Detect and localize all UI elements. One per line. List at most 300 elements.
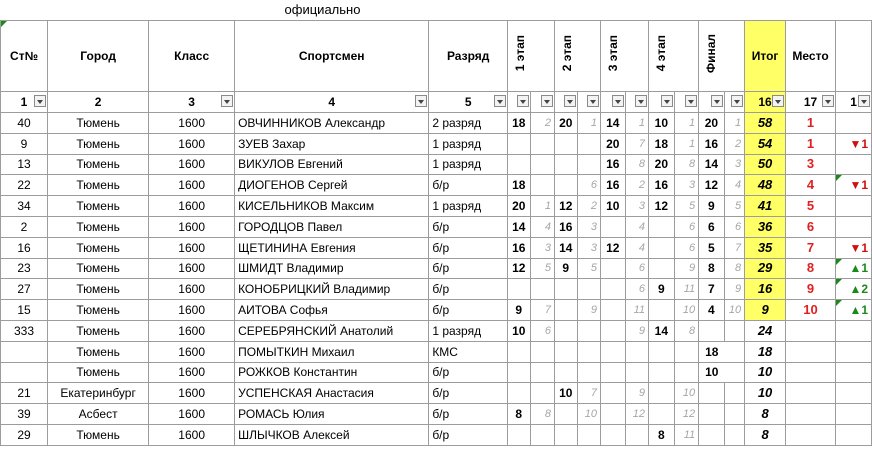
rank-cell[interactable]: б/р — [429, 404, 508, 425]
final-place-cell[interactable] — [724, 320, 744, 341]
athlete-cell[interactable]: ДИОГЕНОВ Сергей — [235, 175, 429, 196]
athlete-cell[interactable]: ГОРОДЦОВ Павел — [235, 216, 429, 237]
athlete-cell[interactable]: КИСЕЛЬНИКОВ Максим — [235, 196, 429, 217]
filter-dropdown-icon[interactable] — [661, 95, 673, 107]
stage4-place-cell[interactable]: 9 — [674, 258, 699, 279]
athlete-cell[interactable]: СЕРЕБРЯНСКИЙ Анатолий — [235, 320, 429, 341]
total-cell[interactable]: 9 — [745, 300, 786, 321]
filter-dropdown-icon[interactable] — [858, 95, 870, 107]
rank-cell[interactable]: 1 разряд — [429, 133, 508, 154]
filter-cell[interactable] — [530, 92, 555, 113]
athlete-cell[interactable]: РОМАСЬ Юлия — [235, 404, 429, 425]
place-change-cell[interactable] — [836, 424, 872, 445]
athlete-cell[interactable]: АИТОВА Софья — [235, 300, 429, 321]
stage2-place-cell[interactable]: 7 — [577, 383, 601, 404]
final-place-cell[interactable] — [724, 383, 744, 404]
stage1-points-cell[interactable]: 18 — [508, 113, 530, 134]
stage4-points-cell[interactable] — [649, 216, 675, 237]
start-number-cell[interactable] — [1, 362, 48, 383]
city-cell[interactable]: Тюмень — [48, 300, 149, 321]
rank-cell[interactable]: б/р — [429, 258, 508, 279]
stage1-place-cell[interactable]: 8 — [530, 404, 555, 425]
class-cell[interactable]: 1600 — [149, 133, 235, 154]
final-place-cell[interactable] — [724, 424, 744, 445]
filter-dropdown-icon[interactable] — [494, 95, 506, 107]
filter-cell[interactable]: 4 — [235, 92, 429, 113]
class-cell[interactable]: 1600 — [149, 424, 235, 445]
stage4-place-cell[interactable]: 8 — [674, 154, 699, 175]
filter-cell[interactable] — [724, 92, 744, 113]
place-change-cell[interactable]: ▲2 — [836, 279, 872, 300]
final-points-cell[interactable]: 18 — [699, 341, 745, 362]
stage2-place-cell[interactable] — [577, 424, 601, 445]
stage4-points-cell[interactable] — [649, 383, 675, 404]
stage2-place-cell[interactable]: 10 — [577, 404, 601, 425]
final-place-cell[interactable]: 4 — [724, 175, 744, 196]
rank-cell[interactable]: 1 разряд — [429, 320, 508, 341]
rank-cell[interactable]: б/р — [429, 424, 508, 445]
stage4-points-cell[interactable]: 10 — [649, 113, 675, 134]
stage3-place-cell[interactable]: 6 — [625, 258, 649, 279]
stage1-points-cell[interactable] — [508, 279, 530, 300]
filter-cell[interactable]: 1 — [836, 92, 872, 113]
city-cell[interactable]: Тюмень — [48, 279, 149, 300]
stage2-points-cell[interactable] — [555, 320, 577, 341]
place-change-cell[interactable] — [836, 113, 872, 134]
place-cell[interactable]: 7 — [786, 237, 836, 258]
stage2-place-cell[interactable] — [577, 362, 601, 383]
final-points-cell[interactable]: 12 — [699, 175, 725, 196]
stage4-points-cell[interactable] — [649, 362, 675, 383]
filter-dropdown-icon[interactable] — [612, 95, 624, 107]
class-cell[interactable]: 1600 — [149, 341, 235, 362]
place-cell[interactable]: 3 — [786, 154, 836, 175]
filter-dropdown-icon[interactable] — [221, 95, 233, 107]
city-cell[interactable]: Тюмень — [48, 237, 149, 258]
rank-cell[interactable]: б/р — [429, 175, 508, 196]
total-cell[interactable]: 50 — [745, 154, 786, 175]
stage3-place-cell[interactable] — [625, 362, 649, 383]
stage2-place-cell[interactable] — [577, 133, 601, 154]
stage1-points-cell[interactable]: 10 — [508, 320, 530, 341]
stage1-place-cell[interactable]: 4 — [530, 216, 555, 237]
stage2-points-cell[interactable]: 14 — [555, 237, 577, 258]
total-cell[interactable]: 18 — [745, 341, 786, 362]
total-cell[interactable]: 8 — [745, 424, 786, 445]
stage1-points-cell[interactable]: 16 — [508, 237, 530, 258]
stage2-place-cell[interactable]: 3 — [577, 216, 601, 237]
start-number-cell[interactable]: 9 — [1, 133, 48, 154]
stage4-place-cell[interactable]: 3 — [674, 175, 699, 196]
final-place-cell[interactable]: 10 — [724, 300, 744, 321]
start-number-cell[interactable]: 13 — [1, 154, 48, 175]
filter-dropdown-icon[interactable] — [635, 95, 647, 107]
start-number-cell[interactable]: 40 — [1, 113, 48, 134]
stage1-place-cell[interactable]: 5 — [530, 258, 555, 279]
stage4-place-cell[interactable]: 10 — [674, 383, 699, 404]
final-place-cell[interactable]: 6 — [724, 216, 744, 237]
stage3-place-cell[interactable]: 2 — [625, 175, 649, 196]
stage1-points-cell[interactable] — [508, 341, 530, 362]
class-cell[interactable]: 1600 — [149, 300, 235, 321]
stage2-points-cell[interactable]: 20 — [555, 113, 577, 134]
class-cell[interactable]: 1600 — [149, 258, 235, 279]
athlete-cell[interactable]: ШЛЫЧКОВ Алексей — [235, 424, 429, 445]
city-cell[interactable]: Тюмень — [48, 133, 149, 154]
stage2-points-cell[interactable] — [555, 424, 577, 445]
final-place-cell[interactable]: 1 — [724, 113, 744, 134]
place-cell[interactable]: 1 — [786, 113, 836, 134]
filter-cell[interactable] — [625, 92, 649, 113]
class-cell[interactable]: 1600 — [149, 113, 235, 134]
final-points-cell[interactable]: 8 — [699, 258, 725, 279]
place-cell[interactable] — [786, 341, 836, 362]
stage2-place-cell[interactable]: 6 — [577, 175, 601, 196]
city-cell[interactable]: Тюмень — [48, 113, 149, 134]
place-cell[interactable] — [786, 383, 836, 404]
rank-cell[interactable]: 1 разряд — [429, 196, 508, 217]
class-cell[interactable]: 1600 — [149, 404, 235, 425]
stage1-place-cell[interactable] — [530, 133, 555, 154]
class-cell[interactable]: 1600 — [149, 154, 235, 175]
total-cell[interactable]: 58 — [745, 113, 786, 134]
filter-cell[interactable] — [508, 92, 530, 113]
stage4-points-cell[interactable]: 20 — [649, 154, 675, 175]
stage4-points-cell[interactable]: 14 — [649, 320, 675, 341]
stage1-place-cell[interactable] — [530, 341, 555, 362]
stage2-place-cell[interactable]: 3 — [577, 237, 601, 258]
filter-dropdown-icon[interactable] — [587, 95, 599, 107]
filter-dropdown-icon[interactable] — [564, 95, 576, 107]
stage1-place-cell[interactable]: 1 — [530, 196, 555, 217]
stage3-points-cell[interactable] — [601, 300, 626, 321]
rank-cell[interactable]: б/р — [429, 362, 508, 383]
stage3-points-cell[interactable]: 14 — [601, 113, 626, 134]
place-cell[interactable]: 4 — [786, 175, 836, 196]
start-number-cell[interactable]: 22 — [1, 175, 48, 196]
final-points-cell[interactable] — [699, 424, 725, 445]
stage2-place-cell[interactable]: 5 — [577, 258, 601, 279]
class-cell[interactable]: 1600 — [149, 362, 235, 383]
stage2-points-cell[interactable] — [555, 404, 577, 425]
start-number-cell[interactable] — [1, 341, 48, 362]
stage2-points-cell[interactable] — [555, 175, 577, 196]
filter-cell[interactable]: 3 — [149, 92, 235, 113]
place-cell[interactable]: 8 — [786, 258, 836, 279]
stage2-place-cell[interactable] — [577, 320, 601, 341]
place-change-cell[interactable]: ▼1 — [836, 133, 872, 154]
stage3-points-cell[interactable] — [601, 362, 626, 383]
athlete-cell[interactable]: РОЖКОВ Константин — [235, 362, 429, 383]
class-cell[interactable]: 1600 — [149, 196, 235, 217]
place-cell[interactable] — [786, 424, 836, 445]
start-number-cell[interactable]: 27 — [1, 279, 48, 300]
place-change-cell[interactable] — [836, 154, 872, 175]
stage4-points-cell[interactable]: 9 — [649, 279, 675, 300]
stage3-points-cell[interactable] — [601, 320, 626, 341]
filter-cell[interactable] — [601, 92, 626, 113]
stage1-place-cell[interactable] — [530, 279, 555, 300]
athlete-cell[interactable]: ЩЕТИНИНА Евгения — [235, 237, 429, 258]
final-points-cell[interactable]: 6 — [699, 216, 725, 237]
start-number-cell[interactable]: 16 — [1, 237, 48, 258]
stage4-place-cell[interactable] — [674, 362, 699, 383]
total-cell[interactable]: 48 — [745, 175, 786, 196]
total-cell[interactable]: 54 — [745, 133, 786, 154]
final-points-cell[interactable]: 10 — [699, 362, 745, 383]
filter-cell[interactable] — [649, 92, 675, 113]
stage1-place-cell[interactable] — [530, 154, 555, 175]
start-number-cell[interactable]: 2 — [1, 216, 48, 237]
stage4-place-cell[interactable]: 1 — [674, 113, 699, 134]
stage2-place-cell[interactable] — [577, 279, 601, 300]
stage3-points-cell[interactable] — [601, 424, 626, 445]
stage2-place-cell[interactable]: 2 — [577, 196, 601, 217]
filter-dropdown-icon[interactable] — [415, 95, 427, 107]
stage3-points-cell[interactable]: 12 — [601, 237, 626, 258]
final-points-cell[interactable]: 16 — [699, 133, 725, 154]
place-change-cell[interactable]: ▼1 — [836, 237, 872, 258]
stage1-points-cell[interactable] — [508, 133, 530, 154]
stage3-points-cell[interactable] — [601, 216, 626, 237]
stage1-points-cell[interactable]: 14 — [508, 216, 530, 237]
filter-dropdown-icon[interactable] — [517, 95, 529, 107]
place-change-cell[interactable] — [836, 362, 872, 383]
class-cell[interactable]: 1600 — [149, 216, 235, 237]
athlete-cell[interactable]: ВИКУЛОВ Евгений — [235, 154, 429, 175]
start-number-cell[interactable]: 333 — [1, 320, 48, 341]
stage4-points-cell[interactable]: 18 — [649, 133, 675, 154]
filter-dropdown-icon[interactable] — [772, 95, 784, 107]
stage3-place-cell[interactable]: 8 — [625, 154, 649, 175]
start-number-cell[interactable]: 15 — [1, 300, 48, 321]
total-cell[interactable]: 35 — [745, 237, 786, 258]
rank-cell[interactable]: КМС — [429, 341, 508, 362]
stage3-points-cell[interactable]: 10 — [601, 196, 626, 217]
total-cell[interactable]: 10 — [745, 383, 786, 404]
athlete-cell[interactable]: КОНОБРИЦКИЙ Владимир — [235, 279, 429, 300]
filter-cell[interactable]: 2 — [48, 92, 149, 113]
final-points-cell[interactable]: 5 — [699, 237, 725, 258]
final-points-cell[interactable] — [699, 404, 725, 425]
total-cell[interactable]: 8 — [745, 404, 786, 425]
stage3-place-cell[interactable]: 9 — [625, 320, 649, 341]
filter-dropdown-icon[interactable] — [685, 95, 697, 107]
place-change-cell[interactable] — [836, 383, 872, 404]
final-place-cell[interactable]: 5 — [724, 196, 744, 217]
city-cell[interactable]: Тюмень — [48, 216, 149, 237]
stage3-points-cell[interactable]: 20 — [601, 133, 626, 154]
filter-cell[interactable]: 5 — [429, 92, 508, 113]
stage2-points-cell[interactable] — [555, 300, 577, 321]
stage4-place-cell[interactable]: 6 — [674, 237, 699, 258]
rank-cell[interactable]: 1 разряд — [429, 154, 508, 175]
stage4-place-cell[interactable]: 5 — [674, 196, 699, 217]
stage4-points-cell[interactable] — [649, 258, 675, 279]
stage3-place-cell[interactable]: 6 — [625, 279, 649, 300]
stage3-place-cell[interactable]: 11 — [625, 300, 649, 321]
city-cell[interactable]: Тюмень — [48, 424, 149, 445]
stage3-place-cell[interactable]: 12 — [625, 404, 649, 425]
place-change-cell[interactable] — [836, 320, 872, 341]
place-change-cell[interactable] — [836, 216, 872, 237]
place-cell[interactable]: 6 — [786, 216, 836, 237]
stage3-place-cell[interactable]: 7 — [625, 133, 649, 154]
stage1-place-cell[interactable]: 7 — [530, 300, 555, 321]
stage4-place-cell[interactable]: 8 — [674, 320, 699, 341]
stage3-points-cell[interactable]: 16 — [601, 175, 626, 196]
stage4-points-cell[interactable] — [649, 300, 675, 321]
stage4-place-cell[interactable] — [674, 341, 699, 362]
city-cell[interactable]: Тюмень — [48, 320, 149, 341]
stage3-points-cell[interactable] — [601, 341, 626, 362]
place-change-cell[interactable]: ▲1 — [836, 300, 872, 321]
stage3-place-cell[interactable]: 4 — [625, 216, 649, 237]
stage1-points-cell[interactable]: 12 — [508, 258, 530, 279]
class-cell[interactable]: 1600 — [149, 320, 235, 341]
rank-cell[interactable]: б/р — [429, 300, 508, 321]
stage3-place-cell[interactable] — [625, 341, 649, 362]
rank-cell[interactable]: б/р — [429, 237, 508, 258]
filter-dropdown-icon[interactable] — [711, 95, 723, 107]
stage4-place-cell[interactable]: 11 — [674, 424, 699, 445]
filter-dropdown-icon[interactable] — [731, 95, 743, 107]
stage4-place-cell[interactable]: 11 — [674, 279, 699, 300]
start-number-cell[interactable]: 29 — [1, 424, 48, 445]
stage1-place-cell[interactable]: 3 — [530, 237, 555, 258]
final-place-cell[interactable]: 3 — [724, 154, 744, 175]
city-cell[interactable]: Екатеринбург — [48, 383, 149, 404]
place-change-cell[interactable] — [836, 196, 872, 217]
place-change-cell[interactable] — [836, 404, 872, 425]
final-points-cell[interactable]: 9 — [699, 196, 725, 217]
stage3-points-cell[interactable] — [601, 383, 626, 404]
stage3-place-cell[interactable] — [625, 424, 649, 445]
rank-cell[interactable]: б/р — [429, 383, 508, 404]
stage1-points-cell[interactable] — [508, 424, 530, 445]
place-change-cell[interactable] — [836, 341, 872, 362]
stage3-points-cell[interactable] — [601, 258, 626, 279]
start-number-cell[interactable]: 34 — [1, 196, 48, 217]
stage1-points-cell[interactable]: 20 — [508, 196, 530, 217]
stage3-place-cell[interactable]: 9 — [625, 383, 649, 404]
final-points-cell[interactable]: 4 — [699, 300, 725, 321]
filter-cell[interactable] — [577, 92, 601, 113]
stage1-place-cell[interactable]: 2 — [530, 113, 555, 134]
stage1-points-cell[interactable]: 18 — [508, 175, 530, 196]
city-cell[interactable]: Тюмень — [48, 175, 149, 196]
stage2-place-cell[interactable] — [577, 154, 601, 175]
athlete-cell[interactable]: ПОМЫТКИН Михаил — [235, 341, 429, 362]
total-cell[interactable]: 41 — [745, 196, 786, 217]
start-number-cell[interactable]: 21 — [1, 383, 48, 404]
final-place-cell[interactable]: 9 — [724, 279, 744, 300]
stage1-points-cell[interactable] — [508, 154, 530, 175]
stage4-points-cell[interactable]: 12 — [649, 196, 675, 217]
place-cell[interactable]: 10 — [786, 300, 836, 321]
class-cell[interactable]: 1600 — [149, 237, 235, 258]
stage2-place-cell[interactable]: 1 — [577, 113, 601, 134]
stage3-place-cell[interactable]: 4 — [625, 237, 649, 258]
final-points-cell[interactable]: 20 — [699, 113, 725, 134]
filter-dropdown-icon[interactable] — [822, 95, 834, 107]
place-change-cell[interactable]: ▲1 — [836, 258, 872, 279]
final-place-cell[interactable] — [724, 404, 744, 425]
final-place-cell[interactable]: 7 — [724, 237, 744, 258]
class-cell[interactable]: 1600 — [149, 175, 235, 196]
stage3-place-cell[interactable]: 1 — [625, 113, 649, 134]
place-cell[interactable] — [786, 320, 836, 341]
stage4-points-cell[interactable] — [649, 404, 675, 425]
city-cell[interactable]: Тюмень — [48, 362, 149, 383]
final-points-cell[interactable]: 7 — [699, 279, 725, 300]
stage3-points-cell[interactable]: 16 — [601, 154, 626, 175]
stage1-points-cell[interactable] — [508, 362, 530, 383]
stage2-points-cell[interactable]: 10 — [555, 383, 577, 404]
athlete-cell[interactable]: ОВЧИННИКОВ Александр — [235, 113, 429, 134]
stage4-points-cell[interactable] — [649, 341, 675, 362]
place-cell[interactable]: 9 — [786, 279, 836, 300]
stage2-place-cell[interactable]: 9 — [577, 300, 601, 321]
filter-cell[interactable]: 17 — [786, 92, 836, 113]
stage1-place-cell[interactable]: 6 — [530, 320, 555, 341]
filter-cell[interactable] — [674, 92, 699, 113]
start-number-cell[interactable]: 39 — [1, 404, 48, 425]
rank-cell[interactable]: б/р — [429, 216, 508, 237]
class-cell[interactable]: 1600 — [149, 279, 235, 300]
stage4-place-cell[interactable]: 6 — [674, 216, 699, 237]
stage2-points-cell[interactable] — [555, 133, 577, 154]
stage1-place-cell[interactable] — [530, 175, 555, 196]
stage1-points-cell[interactable] — [508, 383, 530, 404]
stage2-points-cell[interactable] — [555, 362, 577, 383]
filter-dropdown-icon[interactable] — [541, 95, 553, 107]
final-place-cell[interactable]: 8 — [724, 258, 744, 279]
athlete-cell[interactable]: ЗУЕВ Захар — [235, 133, 429, 154]
total-cell[interactable]: 29 — [745, 258, 786, 279]
stage2-points-cell[interactable] — [555, 341, 577, 362]
filter-cell[interactable]: 16 — [745, 92, 786, 113]
stage2-points-cell[interactable] — [555, 154, 577, 175]
place-cell[interactable]: 1 — [786, 133, 836, 154]
total-cell[interactable]: 36 — [745, 216, 786, 237]
final-points-cell[interactable] — [699, 320, 725, 341]
final-points-cell[interactable] — [699, 383, 725, 404]
final-place-cell[interactable]: 2 — [724, 133, 744, 154]
stage4-points-cell[interactable]: 8 — [649, 424, 675, 445]
rank-cell[interactable]: 2 разряд — [429, 113, 508, 134]
stage4-points-cell[interactable] — [649, 237, 675, 258]
stage1-place-cell[interactable] — [530, 362, 555, 383]
place-cell[interactable] — [786, 404, 836, 425]
stage4-place-cell[interactable]: 10 — [674, 300, 699, 321]
stage1-points-cell[interactable]: 8 — [508, 404, 530, 425]
city-cell[interactable]: Тюмень — [48, 196, 149, 217]
stage2-place-cell[interactable] — [577, 341, 601, 362]
total-cell[interactable]: 24 — [745, 320, 786, 341]
stage3-points-cell[interactable] — [601, 279, 626, 300]
stage3-points-cell[interactable] — [601, 404, 626, 425]
athlete-cell[interactable]: ШМИДТ Владимир — [235, 258, 429, 279]
filter-cell[interactable] — [699, 92, 725, 113]
stage2-points-cell[interactable]: 9 — [555, 258, 577, 279]
filter-cell[interactable] — [555, 92, 577, 113]
final-points-cell[interactable]: 14 — [699, 154, 725, 175]
stage1-place-cell[interactable] — [530, 424, 555, 445]
total-cell[interactable]: 10 — [745, 362, 786, 383]
place-change-cell[interactable]: ▼1 — [836, 175, 872, 196]
start-number-cell[interactable]: 23 — [1, 258, 48, 279]
